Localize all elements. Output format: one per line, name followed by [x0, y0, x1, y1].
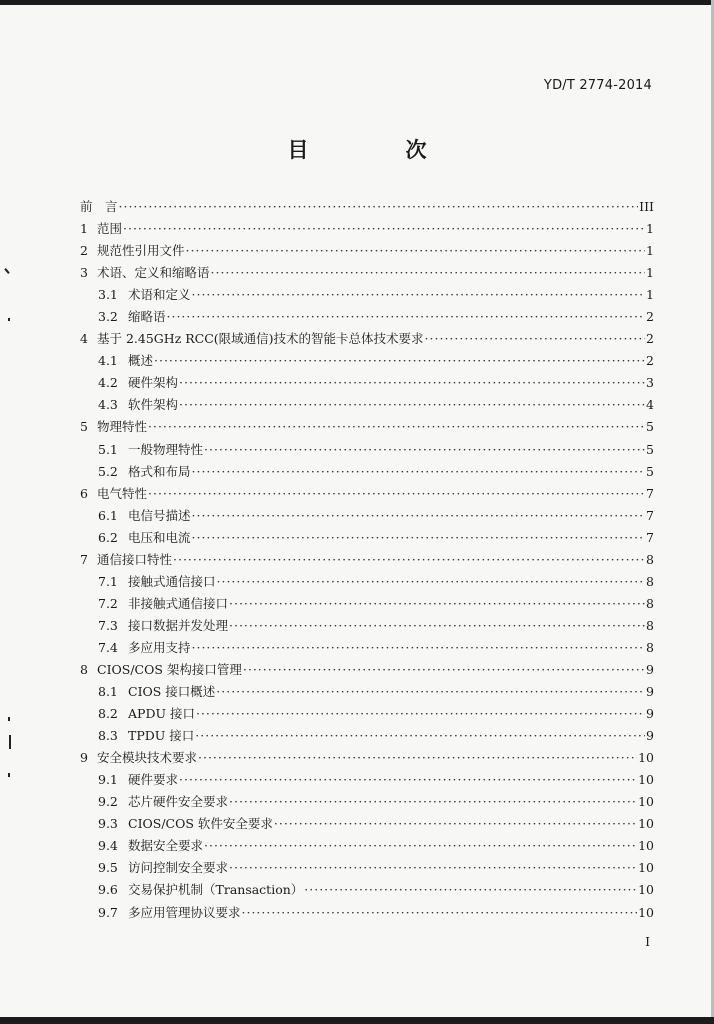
toc-entry [80, 329, 654, 351]
dot-leader [229, 618, 645, 633]
dot-leader [216, 684, 645, 699]
dot-leader [192, 464, 646, 479]
toc-entry-page: 10 [638, 904, 654, 920]
toc-entry-page: 1 [646, 221, 654, 237]
toc-entry [80, 814, 654, 836]
toc-entry [80, 197, 654, 219]
toc-entry-title: 接口数据并发处理 [128, 617, 229, 633]
toc-entry-number: 2 [80, 243, 88, 259]
toc-entry-page: 10 [638, 816, 654, 832]
toc-entry-page: 10 [638, 794, 654, 810]
toc-entry [80, 417, 654, 439]
toc-entry [80, 880, 654, 902]
toc-entry-page: 9 [646, 661, 654, 677]
toc-entry-page: 8 [646, 595, 654, 611]
toc-entry-number: 8.3 [98, 728, 118, 744]
toc-entry-title: CIOS/COS 软件安全要求 [128, 816, 273, 832]
toc-entry-number: 4.3 [98, 397, 118, 413]
toc-entry-number: 3.1 [98, 287, 118, 303]
toc-entry-title: 电气特性 [97, 485, 148, 501]
toc-entry-title: 术语、定义和缩略语 [97, 265, 210, 281]
dot-leader [123, 221, 645, 236]
toc-entry [80, 351, 654, 373]
toc-entry-number: 9.3 [98, 816, 118, 832]
toc-entry-title: 一般物理特性 [128, 441, 204, 457]
toc-entry-page: 2 [646, 309, 654, 325]
toc-entry-title: 非接触式通信接口 [128, 595, 229, 611]
toc-entry [80, 748, 654, 770]
toc-entry-number: 3.2 [98, 309, 118, 325]
toc-entry-page: 5 [646, 463, 654, 479]
toc-entry-number: 前 言 [80, 199, 118, 214]
toc-entry-number: 9.1 [98, 772, 118, 788]
dot-leader [425, 331, 646, 346]
toc-entry-title: 概述 [128, 353, 154, 369]
toc-entry [80, 594, 654, 616]
toc-entry-number: 6 [80, 485, 88, 501]
toc-entry-number: 7 [80, 551, 88, 567]
toc-entry [80, 550, 654, 572]
toc-entry-title: 安全模块技术要求 [97, 750, 198, 766]
toc-entry-title: 物理特性 [97, 419, 148, 435]
dot-leader [243, 662, 645, 677]
page-number: I [645, 935, 650, 949]
dot-leader [229, 860, 637, 875]
toc-entry-title: 数据安全要求 [128, 838, 204, 854]
toc-entry-page: 9 [646, 706, 654, 722]
toc-entry [80, 263, 654, 285]
dot-leader [119, 199, 639, 214]
dot-leader [179, 772, 637, 787]
toc-entry-page: 8 [646, 573, 654, 589]
toc-entry-page: 10 [638, 838, 654, 854]
toc-entry-page: 7 [646, 485, 654, 501]
toc-entry [80, 395, 654, 417]
toc-entry-page: 4 [646, 397, 654, 413]
dot-leader [196, 706, 645, 721]
toc-entry-page: 7 [646, 507, 654, 523]
toc-entry [80, 792, 654, 814]
toc-entry-title: 芯片硬件安全要求 [128, 794, 229, 810]
dot-leader [229, 596, 645, 611]
toc-entry-page: 8 [646, 551, 654, 567]
dot-leader [304, 882, 637, 897]
toc-entry [80, 660, 654, 682]
toc-entry-page: 1 [646, 287, 654, 303]
toc-entry-title: 多应用支持 [128, 639, 191, 655]
toc-entry-page: 1 [646, 243, 654, 259]
toc-entry-number: 5.1 [98, 441, 118, 457]
toc-entry-title: 术语和定义 [128, 287, 191, 303]
toc-entry-title: CIOS 接口概述 [128, 684, 216, 700]
toc-entry [80, 836, 654, 858]
toc-entry-title: 缩略语 [128, 309, 166, 325]
toc-entry [80, 572, 654, 594]
toc-entry [80, 506, 654, 528]
dot-leader [274, 816, 637, 831]
scan-mark [8, 773, 10, 777]
toc-entry-page: 3 [646, 375, 654, 391]
toc-entry-number: 7.1 [98, 573, 118, 589]
toc-entry-number: 9 [80, 750, 88, 766]
toc-entry-title: 电信号描述 [128, 507, 191, 523]
dot-leader [211, 265, 646, 280]
toc-entry [80, 307, 654, 329]
dot-leader [148, 486, 645, 501]
toc-entry-number: 4.2 [98, 375, 118, 391]
toc-entry-number: 1 [80, 221, 88, 237]
dot-leader [154, 353, 645, 368]
toc-entry-number: 7.4 [98, 639, 118, 655]
scan-mark [9, 735, 11, 749]
toc-entry-number: 9.4 [98, 838, 118, 854]
dot-leader [217, 574, 646, 589]
dot-leader [192, 508, 646, 523]
toc-entry-number: 5.2 [98, 463, 118, 479]
toc-entry-number: 6.2 [98, 529, 118, 545]
scan-mark [4, 268, 9, 274]
toc-entry-number: 9.7 [98, 904, 118, 920]
toc-entry [80, 285, 654, 307]
toc-entry-page: 2 [646, 331, 654, 347]
toc-entry [80, 682, 654, 704]
scan-mark [8, 717, 10, 721]
dot-leader [204, 442, 645, 457]
dot-leader [179, 375, 645, 390]
toc-title: 目 次 [287, 138, 465, 162]
dot-leader [173, 552, 645, 567]
toc-entry [80, 903, 654, 925]
toc-entry-page: 10 [638, 750, 654, 766]
toc-entry [80, 616, 654, 638]
toc-entry-page: 1 [646, 265, 654, 281]
toc-entry-number: 9.2 [98, 794, 118, 810]
toc-entry-number: 8 [80, 661, 88, 677]
toc-entry-title: 软件架构 [128, 397, 179, 413]
scan-mark [8, 318, 10, 321]
toc-entry-number: 9.6 [98, 882, 118, 898]
toc-entry-title: APDU 接口 [128, 706, 195, 722]
dot-leader [242, 905, 638, 920]
toc-entry-page: 2 [646, 353, 654, 369]
toc-entry-title: 范围 [97, 221, 123, 237]
dot-leader [192, 287, 646, 302]
toc-entry-page: 10 [638, 882, 654, 898]
toc-entry-number: 7.2 [98, 595, 118, 611]
toc-entry-page: 9 [646, 684, 654, 700]
toc-entry-number: 7.3 [98, 617, 118, 633]
dot-leader [186, 243, 646, 258]
document-code: YD/T 2774-2014 [543, 78, 652, 93]
toc-entry-page: 8 [646, 617, 654, 633]
toc-entry [80, 462, 654, 484]
toc-entry-page: III [639, 199, 654, 214]
toc-entry-title: 硬件架构 [128, 375, 179, 391]
toc-entry-page: 5 [646, 441, 654, 457]
toc-entry [80, 219, 654, 241]
toc-entry-title: 硬件要求 [128, 772, 179, 788]
dot-leader [148, 419, 645, 434]
toc-entry-title: CIOS/COS 架构接口管理 [97, 661, 242, 677]
dot-leader [198, 750, 637, 765]
dot-leader [229, 794, 637, 809]
toc-entry-page: 5 [646, 419, 654, 435]
dot-leader [192, 530, 646, 545]
toc-entry [80, 528, 654, 550]
toc-entry-title: 访问控制安全要求 [128, 860, 229, 876]
toc-entry [80, 638, 654, 660]
toc-entry-title: 规范性引用文件 [97, 243, 185, 259]
dot-leader [195, 728, 645, 743]
toc-entry-title: 多应用管理协议要求 [128, 904, 241, 920]
toc-entry-title: 电压和电流 [128, 529, 191, 545]
toc-entry-number: 8.2 [98, 706, 118, 722]
toc-entry [80, 484, 654, 506]
toc-entry-number: 8.1 [98, 684, 118, 700]
bottom-rule [0, 1017, 714, 1024]
dot-leader [192, 640, 646, 655]
toc-entry-number: 5 [80, 419, 88, 435]
toc-entry-title: 通信接口特性 [97, 551, 173, 567]
toc-entry-page: 10 [638, 860, 654, 876]
toc-entry-number: 4 [80, 331, 88, 347]
toc-entry-title: 接触式通信接口 [128, 573, 216, 589]
toc-entry [80, 858, 654, 880]
toc-entry-page: 7 [646, 529, 654, 545]
toc-entry-number: 6.1 [98, 507, 118, 523]
toc-entry-number: 9.5 [98, 860, 118, 876]
toc-entry-title: 格式和布局 [128, 463, 191, 479]
table-of-contents [80, 197, 654, 925]
toc-entry-number: 3 [80, 265, 88, 281]
dot-leader [179, 397, 645, 412]
toc-entry-page: 10 [638, 772, 654, 788]
toc-entry [80, 440, 654, 462]
toc-entry-title: TPDU 接口 [128, 728, 195, 744]
dot-leader [204, 838, 637, 853]
toc-entry [80, 704, 654, 726]
top-rule [0, 0, 714, 5]
toc-entry-title: 交易保护机制（Transaction） [128, 882, 304, 898]
toc-entry-page: 9 [646, 728, 654, 744]
toc-entry-page: 8 [646, 639, 654, 655]
toc-entry [80, 373, 654, 395]
toc-entry [80, 726, 654, 748]
dot-leader [167, 309, 646, 324]
toc-entry-title: 基于 2.45GHz RCC(限域通信)技术的智能卡总体技术要求 [97, 331, 424, 347]
toc-entry [80, 241, 654, 263]
toc-entry-number: 4.1 [98, 353, 118, 369]
toc-entry [80, 770, 654, 792]
